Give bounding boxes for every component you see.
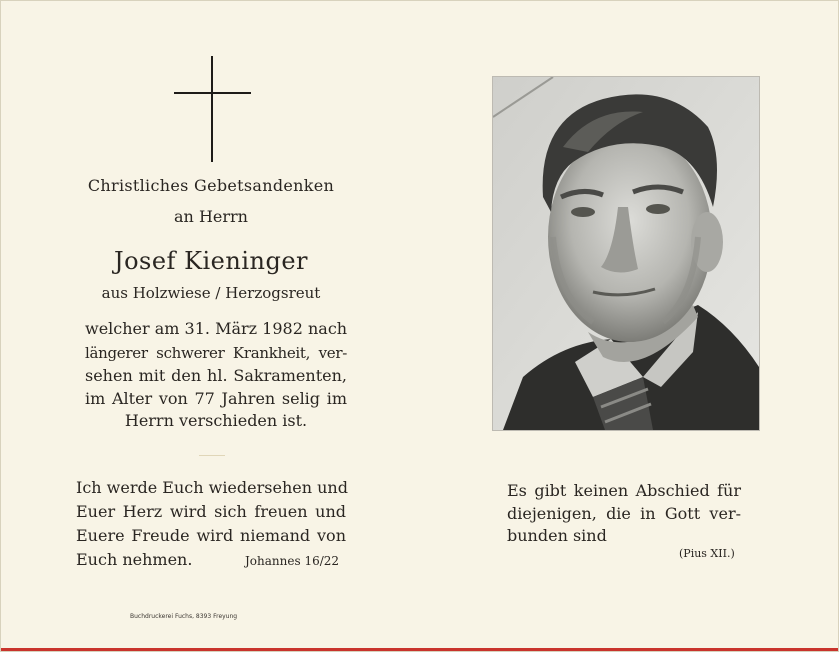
printer-imprint: Buchdruckerei Fuchs, 8393 Freyung [130,613,238,620]
portrait-photo [493,77,759,430]
death-notice-line: Herrn verschieden ist. [124,411,308,430]
intro-line: Christliches Gebetsandenken [87,176,335,195]
bible-quote-line: Euere Freude wird niemand von [76,526,346,545]
death-notice-line: sehen mit den hl. Sakramenten, [85,366,347,385]
death-notice-line: längerer schwerer Krankheit, ver- [85,344,347,362]
bible-quote-line: Ich werde Euch wiedersehen und [76,478,348,497]
farewell-quote-reference: (Pius XII.) [679,547,735,560]
bible-quote-reference: Johannes 16/22 [245,554,340,568]
intro-line-addressee: an Herrn [174,207,248,226]
death-notice-line: im Alter von 77 Jahren selig im [85,389,347,408]
divider [199,455,225,456]
deceased-name: Josef Kieninger [113,247,309,275]
farewell-quote-line: bunden sind [507,526,607,545]
farewell-quote-line: diejenigen, die in Gott ver- [507,504,741,523]
farewell-quote-line: Es gibt keinen Abschied für [507,481,741,500]
bible-quote-line: Euer Herz wird sich freuen und [76,502,346,521]
death-notice-line: welcher am 31. März 1982 nach [85,319,348,338]
bible-quote-line: Euch nehmen. [76,550,193,569]
deceased-origin: aus Holzwiese / Herzogsreut [101,284,321,302]
